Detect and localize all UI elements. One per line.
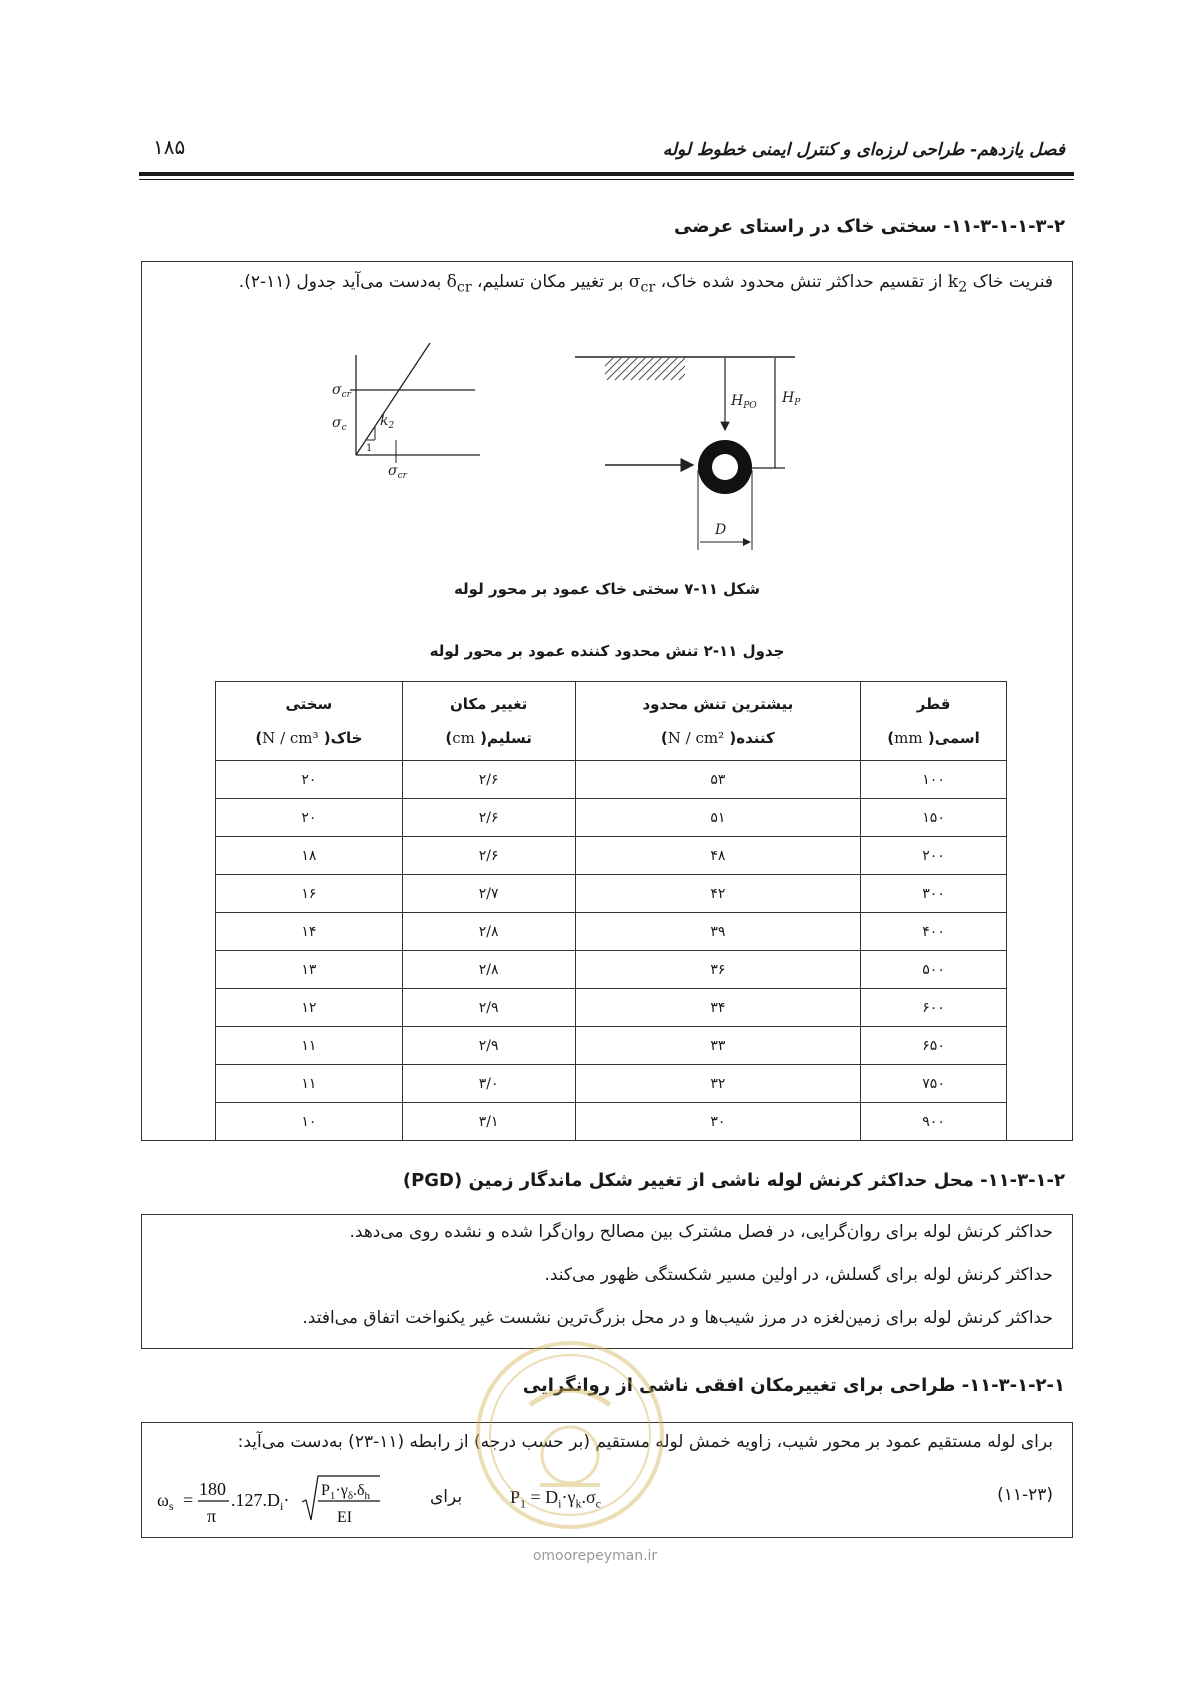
table-row — [216, 1103, 1007, 1141]
hdr2-unit: N / cm² — [667, 729, 725, 747]
sigma-letter: σ — [628, 272, 641, 292]
table-cell: ۱۶ — [216, 875, 403, 913]
k2-label: $k_2$ — [380, 413, 395, 431]
table-cell: ۷۵۰ — [861, 1065, 1007, 1103]
table-cell: ۲/۷ — [402, 875, 575, 913]
header-stress-l2 — [576, 721, 861, 755]
header-max-restraint-stress — [575, 682, 861, 761]
eq-equals: = — [183, 1490, 194, 1510]
table-cell: ۲/۹ — [402, 1027, 575, 1065]
hdr3-word: اسمی( — [927, 729, 980, 747]
table-row — [216, 1065, 1007, 1103]
restraint-stress-table — [215, 681, 1007, 1141]
para-text-d: به‌دست می‌آید جدول (۱۱-۲). — [238, 272, 442, 292]
soil-hatching — [605, 358, 685, 380]
elastic-line — [356, 343, 430, 455]
sigma-cr-symbol — [628, 272, 656, 296]
sigma-cr-label: $\sigma_{cr}$ — [332, 382, 351, 400]
header-soil-stiffness-l2 — [216, 721, 402, 755]
p1-gamma: ·γ — [561, 1487, 576, 1507]
table-cell: ۳۹ — [575, 913, 861, 951]
hdr2-word: کننده( — [729, 729, 775, 747]
header-yield-l2 — [403, 721, 575, 755]
table-cell: ۱۵۰ — [861, 799, 1007, 837]
eq-pi: π — [207, 1506, 217, 1526]
table-cell: ۲/۶ — [402, 837, 575, 875]
table-row — [216, 837, 1007, 875]
watermark-site: omoorepeyman.ir — [532, 1548, 658, 1564]
header-diameter-l2 — [861, 721, 1006, 755]
section-heading-soil-stiffness: ۱۱-۳-۱-۱-۳-۲- سختی خاک در راستای عرضی — [674, 216, 1065, 237]
p1-p: P — [510, 1487, 521, 1507]
watermark-seal-logo — [470, 1335, 670, 1535]
pipe-inner-circle — [712, 454, 738, 480]
header-nominal-diameter — [861, 682, 1007, 761]
table-cell: ۱۸ — [216, 837, 403, 875]
p1-gamma-sub: k — [575, 1496, 582, 1511]
sigma-sub: cr — [640, 279, 656, 296]
table-row — [216, 799, 1007, 837]
stress-displacement-diagram — [332, 355, 510, 485]
table-cell: ۵۱ — [575, 799, 861, 837]
para-text-b: از تقسیم حداکثر تنش محدود شده خاک، — [660, 272, 943, 292]
p1-d-sub: i — [558, 1496, 562, 1511]
equation-number: (۱۱-۲۳) — [997, 1485, 1053, 1505]
eq-rad-den: EI — [337, 1509, 353, 1526]
table-cell: ۴۸ — [575, 837, 861, 875]
sigma-c-label: $\sigma_c$ — [332, 415, 347, 433]
k2-letter: k — [947, 272, 959, 292]
table-cell: ۲/۸ — [402, 951, 575, 989]
figure-caption: شکل ۱۱-۷ سختی خاک عمود بر محور لوله — [453, 580, 761, 598]
table-cell: ۳۳ — [575, 1027, 861, 1065]
hp-label: $H_P$ — [782, 390, 801, 408]
strain-line-faulting: حداکثر کرنش لوله برای گسلش، در اولین مسیر شکستگی ظهور می‌کند. — [544, 1265, 1053, 1285]
para-text-c: بر تغییر مکان تسلیم، — [477, 272, 624, 292]
table-cell: ۲/۸ — [402, 913, 575, 951]
table-cell: ۶۰۰ — [861, 989, 1007, 1027]
table-cell: ۵۳ — [575, 761, 861, 799]
hdr0-close: ) — [255, 729, 263, 747]
page-number: ۱۸۵ — [153, 135, 186, 159]
p1-p-sub: 1 — [520, 1496, 527, 1511]
hpo-label: $H_{PO}$ — [731, 393, 757, 411]
para-text-a: فنریت خاک — [972, 272, 1053, 292]
table-cell: ۴۲ — [575, 875, 861, 913]
hdr0-word: خاک( — [323, 729, 363, 747]
table-cell: ۳/۱ — [402, 1103, 575, 1141]
strain-line-liquefaction: حداکثر کرنش لوله برای روان‌گرایی، در فصل مشترک بین مصالح روان‌گرا شده و نشده روی می‌دهد. — [349, 1222, 1053, 1242]
table-caption: جدول ۱۱-۲ تنش محدود کننده عمود بر محور لوله — [429, 642, 785, 660]
table-row — [216, 875, 1007, 913]
table-cell: ۳۴ — [575, 989, 861, 1027]
header-soil-stiffness — [216, 682, 403, 761]
table-cell: ۳۶ — [575, 951, 861, 989]
table-cell: ۱۱ — [216, 1027, 403, 1065]
table-cell: ۳۲ — [575, 1065, 861, 1103]
buried-pipe-diagram — [565, 350, 825, 560]
table-row — [216, 989, 1007, 1027]
delta-cr-symbol — [446, 272, 472, 296]
table-cell: ۱۳ — [216, 951, 403, 989]
hdr1-unit: cm — [452, 729, 475, 747]
equation-for-word: برای — [430, 1487, 463, 1507]
table-row — [216, 913, 1007, 951]
table-cell: ۵۰۰ — [861, 951, 1007, 989]
hdr2-close: ) — [660, 729, 668, 747]
table-body — [216, 761, 1007, 1141]
hdr1-close: ) — [445, 729, 453, 747]
header-stress-l1: بیشترین تنش محدود — [642, 695, 794, 713]
eq-omega: $\omega_s$ — [157, 1490, 174, 1513]
header-rule-thick — [139, 172, 1074, 176]
delta-cr-label: $\sigma_{cr}$ — [388, 463, 407, 481]
header-diameter-l1: قطر — [916, 695, 951, 713]
table-cell: ۲۰ — [216, 761, 403, 799]
section-3-paragraph: برای لوله مستقیم عمود بر محور شیب، زاویه خمش لوله مستقیم (بر حسب درجه) از رابطه (۱۱-۲۳) به‌دست می‌آید: — [237, 1432, 1053, 1452]
table-cell: ۱۰ — [216, 1103, 403, 1141]
header-yield-displacement — [402, 682, 575, 761]
table-cell: ۶۵۰ — [861, 1027, 1007, 1065]
hdr3-unit: mm — [894, 729, 923, 747]
p1-sigma-sub: c — [595, 1496, 601, 1511]
hdr3-close: ) — [887, 729, 895, 747]
strain-line-landslide: حداکثر کرنش لوله برای زمین‌لغزه در مرز شیب‌ها و در محل بزرگ‌ترین نشست غیر یکنواخت اتفاق می‌افتد. — [302, 1308, 1053, 1328]
k2-sub: 2 — [958, 279, 968, 296]
table-cell: ۳۰۰ — [861, 875, 1007, 913]
table-cell: ۹۰۰ — [861, 1103, 1007, 1141]
table-cell: ۲۰۰ — [861, 837, 1007, 875]
eq-180: 180 — [199, 1479, 226, 1499]
delta-letter: δ — [446, 272, 457, 292]
table-cell: ۱۱ — [216, 1065, 403, 1103]
table-cell: ۳۰ — [575, 1103, 861, 1141]
section-1-paragraph — [239, 272, 1053, 295]
table-row — [216, 1027, 1007, 1065]
p1-sigma: .σ — [581, 1487, 596, 1507]
table-cell: ۲/۶ — [402, 799, 575, 837]
table-row — [216, 761, 1007, 799]
eq-mid: $.127.D_i\cdot$ — [231, 1490, 290, 1513]
eq-rad-num: $P_1\cdot\gamma_\delta.\delta_h$ — [321, 1482, 371, 1502]
header-yield-l1: تغییر مکان — [449, 695, 528, 713]
table-cell: ۱۲ — [216, 989, 403, 1027]
slope-one-label: 1 — [366, 443, 373, 454]
section-heading-lateral-spread-design: ۱۱-۳-۱-۲-۱- طراحی برای تغییرمکان افقی ناشی از روانگرایی — [522, 1375, 1065, 1396]
running-header-title: فصل یازدهم- طراحی لرزه‌ای و کنترل ایمنی خطوط لوله — [662, 140, 1065, 160]
table-header-row — [216, 682, 1007, 761]
p1-eq: = D — [526, 1487, 559, 1507]
delta-sub: cr — [456, 279, 472, 296]
table-cell: ۲۰ — [216, 799, 403, 837]
table-cell: ۲/۹ — [402, 989, 575, 1027]
section-heading-max-strain: ۱۱-۳-۱-۲- محل حداکثر کرنش لوله ناشی از تغییر شکل ماندگار زمین (PGD) — [402, 1170, 1065, 1191]
table-cell: ۳/۰ — [402, 1065, 575, 1103]
k2-symbol — [947, 272, 968, 296]
hdr0-unit: N / cm³ — [262, 729, 319, 747]
d-label: D — [715, 522, 727, 538]
header-rule-thin — [139, 179, 1074, 180]
header-soil-stiffness-l1: سختی — [285, 695, 333, 713]
table-cell: ۱۴ — [216, 913, 403, 951]
hdr1-word: تسلیم( — [480, 729, 532, 747]
bending-angle-equation — [155, 1462, 415, 1537]
table-row — [216, 951, 1007, 989]
table-cell: ۲/۶ — [402, 761, 575, 799]
table-cell: ۴۰۰ — [861, 913, 1007, 951]
table-cell: ۱۰۰ — [861, 761, 1007, 799]
